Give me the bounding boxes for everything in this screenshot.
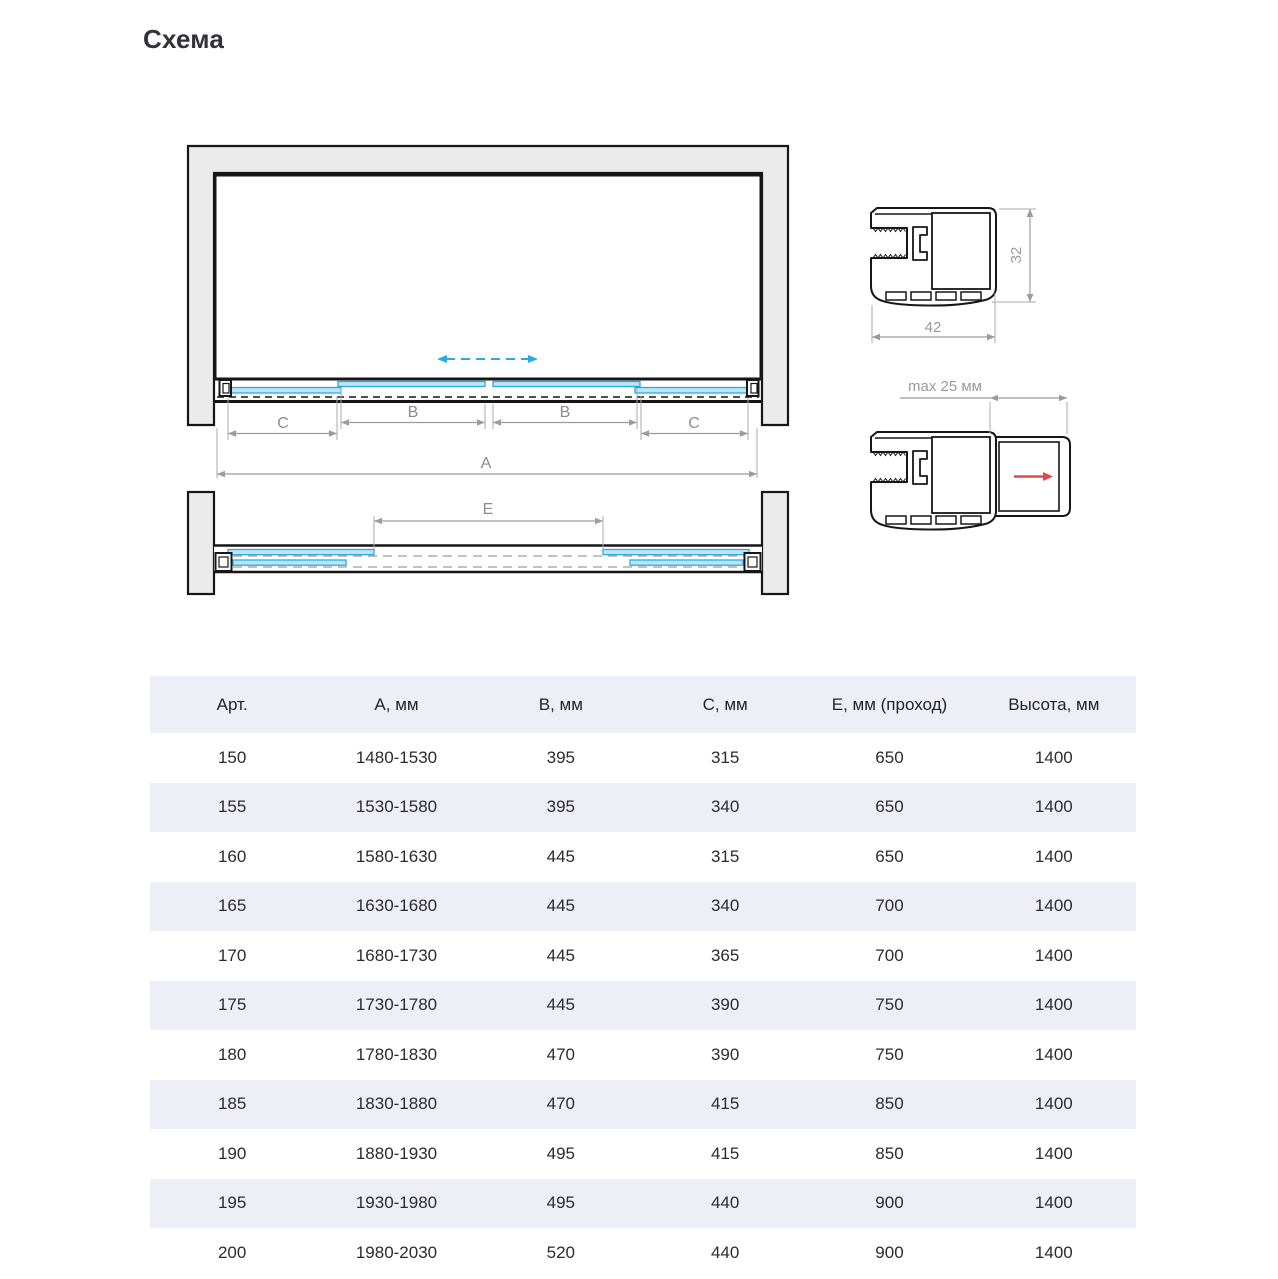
table-cell: 445 <box>479 882 643 932</box>
table-row <box>150 1228 1136 1278</box>
table-cell: 470 <box>546 1044 575 1064</box>
table-cell: 495 <box>479 1179 643 1229</box>
table-cell: 440 <box>643 1179 807 1229</box>
wall-bracket-left <box>220 380 232 396</box>
column-header: Арт. <box>150 676 314 733</box>
table-cell: 520 <box>546 1242 575 1262</box>
column-header: Е, мм (проход) <box>807 676 971 733</box>
fixed-glass-panel-right <box>630 560 743 565</box>
adjust-range-label: max 25 мм <box>908 378 982 395</box>
table-row <box>150 1080 1136 1130</box>
table-cell: 440 <box>710 1242 740 1262</box>
table-cell: 1400 <box>1034 1044 1073 1064</box>
table-cell: 445 <box>479 981 643 1031</box>
table-cell: 340 <box>643 783 807 833</box>
header-row <box>150 676 1136 733</box>
table-cell: 395 <box>479 783 643 833</box>
profile-section-bottom <box>871 378 1070 530</box>
table-cell: 650 <box>875 747 904 767</box>
table-cell: 365 <box>710 945 740 965</box>
table-cell: 750 <box>875 1044 904 1064</box>
table-cell: 445 <box>546 846 575 866</box>
table-row <box>150 733 1136 783</box>
table-cell: 1680-1730 <box>355 945 438 965</box>
table-cell: 470 <box>479 1080 643 1130</box>
table-cell: 1400 <box>1034 1242 1073 1262</box>
sliding-glass-panel-right <box>603 550 749 555</box>
dim-label-c-right: C <box>688 415 700 432</box>
table-cell: 160 <box>217 846 247 866</box>
table-cell: 900 <box>875 1242 904 1262</box>
table-cell: 495 <box>546 1143 575 1163</box>
table-cell: 700 <box>807 882 971 932</box>
table-cell: 650 <box>875 846 904 866</box>
table-cell: 315 <box>710 747 740 767</box>
table-cell: 180 <box>217 1044 247 1064</box>
front-view <box>188 146 788 478</box>
table-cell: 1400 <box>972 783 1136 833</box>
table-cell: 315 <box>710 846 740 866</box>
table-cell: 155 <box>150 783 314 833</box>
page-title: Схема <box>143 24 225 54</box>
wall-right <box>762 492 788 594</box>
table-cell: 1400 <box>1034 945 1073 965</box>
fixed-glass-panel-right <box>635 388 750 394</box>
table-cell: 165 <box>150 882 314 932</box>
table-cell: 1780-1830 <box>355 1044 438 1064</box>
wall-bracket-right <box>747 380 759 396</box>
column-header: А, мм <box>314 676 478 733</box>
table-cell: 1880-1930 <box>355 1143 438 1163</box>
top-view <box>188 492 788 594</box>
wall-bracket-right <box>745 553 761 571</box>
table-cell: 1580-1630 <box>355 846 438 866</box>
table-cell: 390 <box>710 1044 740 1064</box>
profile-section-top <box>871 208 1036 343</box>
table-row <box>150 783 1136 833</box>
table-cell: 1400 <box>972 981 1136 1031</box>
table-cell: 1400 <box>972 882 1136 932</box>
sliding-glass-panel-left <box>228 550 374 555</box>
sliding-glass-panel-right <box>493 382 640 387</box>
table-cell: 1400 <box>1034 1143 1073 1163</box>
table-cell: 445 <box>546 945 575 965</box>
fixed-glass-panel-left <box>233 560 346 565</box>
table-cell: 1930-1980 <box>314 1179 478 1229</box>
table-cell: 340 <box>643 882 807 932</box>
table-cell: 415 <box>710 1143 740 1163</box>
table-cell: 195 <box>150 1179 314 1229</box>
table-cell: 1400 <box>972 1080 1136 1130</box>
table-body <box>150 733 1136 1278</box>
table-cell: 185 <box>150 1080 314 1130</box>
table-row <box>150 931 1136 981</box>
spec-table <box>150 676 1136 1278</box>
dim-label-b-right: B <box>559 404 571 421</box>
table-cell: 175 <box>150 981 314 1031</box>
table-cell: 1530-1580 <box>314 783 478 833</box>
table-cell: 1980-2030 <box>355 1242 438 1262</box>
table-row <box>150 1129 1136 1179</box>
table-cell: 395 <box>546 747 575 767</box>
table-row <box>150 1179 1136 1229</box>
table-cell: 1830-1880 <box>314 1080 478 1130</box>
frame-opening <box>215 175 761 379</box>
dim-label-e: E <box>482 501 494 518</box>
table-cell: 190 <box>217 1143 247 1163</box>
table-cell: 170 <box>217 945 247 965</box>
table-cell: 1400 <box>972 1179 1136 1229</box>
table-cell: 1630-1680 <box>314 882 478 932</box>
fixed-glass-panel-left <box>226 388 341 394</box>
table-cell: 750 <box>807 981 971 1031</box>
sliding-glass-panel-left <box>338 382 485 387</box>
dim-label-c-left: C <box>277 415 289 432</box>
table-cell: 1400 <box>1034 846 1073 866</box>
wall-left <box>188 492 214 594</box>
profile-width-label: 42 <box>924 319 942 336</box>
table-row <box>150 981 1136 1031</box>
table-cell: 700 <box>875 945 904 965</box>
table-cell: 200 <box>217 1242 247 1262</box>
column-header: С, мм <box>643 676 807 733</box>
table-cell: 900 <box>807 1179 971 1229</box>
table-row <box>150 882 1136 932</box>
table-cell: 1400 <box>1034 747 1073 767</box>
column-header: Высота, мм <box>972 676 1136 733</box>
table-cell: 390 <box>643 981 807 1031</box>
wall-bracket-left <box>216 553 232 571</box>
table-cell: 1480-1530 <box>355 747 438 767</box>
dim-label-a: A <box>480 455 492 472</box>
table-cell: 850 <box>875 1143 904 1163</box>
profile-height-label: 32 <box>1008 246 1025 264</box>
table-cell: 850 <box>807 1080 971 1130</box>
table-row <box>150 832 1136 882</box>
table-cell: 150 <box>217 747 247 767</box>
column-header: В, мм <box>479 676 643 733</box>
table-row <box>150 1030 1136 1080</box>
dim-label-b-left: B <box>407 404 419 421</box>
table-cell: 650 <box>807 783 971 833</box>
table-header <box>150 676 1136 733</box>
table-cell: 1730-1780 <box>314 981 478 1031</box>
table-cell: 415 <box>643 1080 807 1130</box>
